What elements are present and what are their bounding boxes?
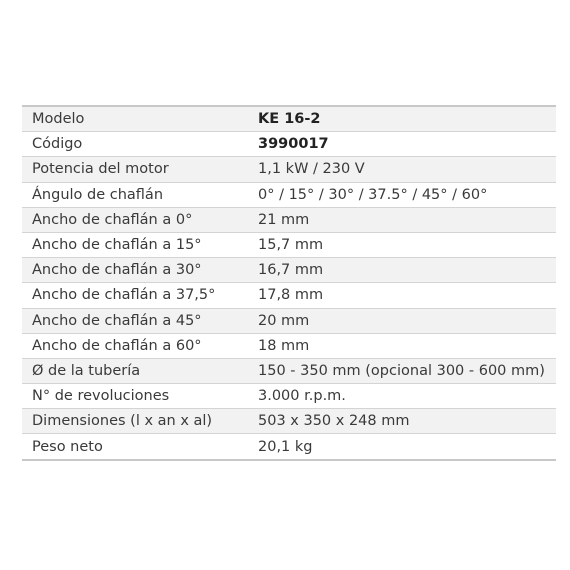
spec-row-motor-power <box>22 157 556 182</box>
spec-label: Ancho de chaflán a 0° <box>22 207 248 232</box>
spec-value: KE 16-2 <box>248 106 556 132</box>
spec-value: 21 mm <box>248 207 556 232</box>
spec-label: Ancho de chaflán a 37,5° <box>22 283 248 308</box>
spec-row-bevel-width-30 <box>22 258 556 283</box>
spec-label: Ancho de chaflán a 60° <box>22 333 248 358</box>
spec-label: Ángulo de chaflán <box>22 182 248 207</box>
spec-value: 3.000 r.p.m. <box>248 384 556 409</box>
spec-label: Código <box>22 132 248 157</box>
spec-value: 503 x 350 x 248 mm <box>248 409 556 434</box>
spec-label: Modelo <box>22 106 248 132</box>
spec-value: 3990017 <box>248 132 556 157</box>
spec-row-revolutions <box>22 384 556 409</box>
spec-label: N° de revoluciones <box>22 384 248 409</box>
spec-label: Ø de la tubería <box>22 358 248 383</box>
spec-label: Peso neto <box>22 434 248 460</box>
spec-row-bevel-width-15 <box>22 232 556 257</box>
spec-value: 20 mm <box>248 308 556 333</box>
spec-row-model <box>22 106 556 132</box>
spec-row-bevel-width-45 <box>22 308 556 333</box>
spec-label: Dimensiones (l x an x al) <box>22 409 248 434</box>
spec-label: Ancho de chaflán a 45° <box>22 308 248 333</box>
spec-value: 18 mm <box>248 333 556 358</box>
spec-label: Ancho de chaflán a 30° <box>22 258 248 283</box>
spec-value: 0° / 15° / 30° / 37.5° / 45° / 60° <box>248 182 556 207</box>
spec-row-bevel-width-60 <box>22 333 556 358</box>
spec-row-code <box>22 132 556 157</box>
spec-value: 16,7 mm <box>248 258 556 283</box>
spec-value: 1,1 kW / 230 V <box>248 157 556 182</box>
spec-row-pipe-diameter <box>22 358 556 383</box>
spec-row-bevel-width-0 <box>22 207 556 232</box>
spec-value: 15,7 mm <box>248 232 556 257</box>
specifications-table <box>22 105 556 461</box>
spec-row-bevel-width-37-5 <box>22 283 556 308</box>
spec-row-net-weight <box>22 434 556 460</box>
spec-value: 20,1 kg <box>248 434 556 460</box>
spec-row-bevel-angle <box>22 182 556 207</box>
spec-label: Potencia del motor <box>22 157 248 182</box>
spec-row-dimensions <box>22 409 556 434</box>
spec-label: Ancho de chaflán a 15° <box>22 232 248 257</box>
spec-value: 150 - 350 mm (opcional 300 - 600 mm) <box>248 358 556 383</box>
spec-value: 17,8 mm <box>248 283 556 308</box>
